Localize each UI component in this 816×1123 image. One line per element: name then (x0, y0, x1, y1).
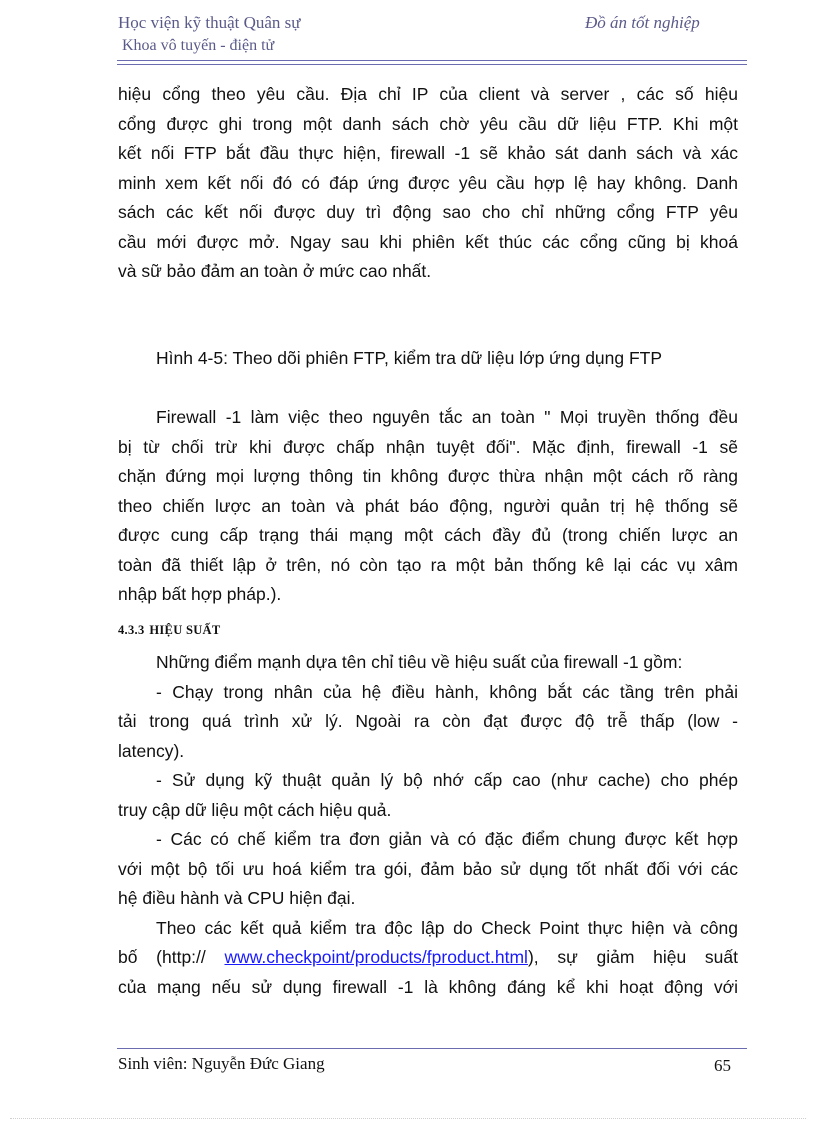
text-line: kết nối FTP bắt đầu thực hiện, firewall -1 sẽ khảo sát danh sách và xác (118, 143, 738, 163)
text-line: hiệu cổng theo yêu cầu. Địa chỉ IP của client và server , các số hiệu (118, 84, 738, 104)
text-line: minh xem kết nối đó có đáp ứng được yêu cầu hợp lệ hay không. Danh (118, 172, 738, 193)
link-prefix: bố (http:// (118, 947, 225, 967)
text-line: - Chạy trong nhân của hệ điều hành, không bắt các tầng trên phải (156, 681, 738, 702)
text-line: cầu mới được mở. Ngay sau khi phiên kết thúc các cổng cũng bị khoá (118, 231, 738, 252)
text-line: Những điểm mạnh dựa tên chỉ tiêu về hiệu suất của firewall -1 gồm: (156, 652, 683, 672)
header-rule-bottom (117, 64, 747, 65)
text-line: truy cập dữ liệu một cách hiệu quả. (118, 799, 392, 820)
header-rule-top (117, 60, 747, 61)
text-line: toàn đã thiết lập ở trên, nó còn tạo ra một bản thống kê lại các vụ xâm (118, 554, 738, 575)
text-line: với một bộ tối ưu hoá kiểm tra gói, đảm bảo sử dụng tốt nhất đối với các (118, 858, 738, 879)
section-heading (118, 618, 738, 642)
text-line: bị từ chối trừ khi được chấp nhận tuyệt đối". Mặc định, firewall -1 sẽ (118, 436, 738, 457)
text-line: tải trong quá trình xử lý. Ngoài ra còn đạt được độ trễ thấp (low - (118, 711, 738, 731)
text-line: - Sử dụng kỹ thuật quản lý bộ nhớ cấp cao (như cache) cho phép (156, 770, 738, 790)
header-institute: Học viện kỹ thuật Quân sự (118, 13, 301, 32)
page-edge-dotted-line (10, 1118, 806, 1119)
text-line: sách các kết nối được duy trì động sao cho chỉ những cổng FTP yêu (118, 202, 738, 222)
text-line: Theo các kết quả kiểm tra độc lập do Check Point thực hiện và công (156, 917, 738, 938)
header-doc-type: Đồ án tốt nghiệp (585, 13, 700, 32)
text-line: cổng được ghi trong một danh sách chờ yêu cầu dữ liệu FTP. Khi một (118, 113, 738, 134)
link-suffix: ), sự giảm hiệu suất (527, 947, 738, 967)
section-number: 4.3.3 (118, 623, 145, 637)
text-line: nhập bất hợp pháp.). (118, 584, 282, 604)
footer-page-number: 65 (714, 1056, 731, 1075)
text-line: latency). (118, 740, 185, 761)
text-line: và sữ bảo đảm an toàn ở mức cao nhất. (118, 261, 432, 281)
text-line: - Các có chế kiểm tra đơn giản và có đặc điểm chung được kết hợp (156, 829, 738, 849)
section-title: HIỆU SUẤT (149, 623, 221, 637)
text-line: chặn đứng mọi lượng thông tin không được thừa nhận một cách rõ ràng (118, 466, 738, 486)
text-line: của mạng nếu sử dụng firewall -1 là không đáng kể khi hoạt động với (118, 976, 738, 997)
footer-student: Sinh viên: Nguyễn Đức Giang (118, 1054, 325, 1073)
text-line: được cung cấp trạng thái mạng một cách đầy đủ (trong chiến lược an (118, 525, 738, 545)
text-line: Firewall -1 làm việc theo nguyên tắc an toàn " Mọi truyền thống đều (156, 407, 738, 427)
text-line: hệ điều hành và CPU hiện đại. (118, 888, 356, 908)
checkpoint-product-link[interactable]: www.checkpoint/products/fproduct.html (224, 947, 528, 967)
text-line: theo chiến lược an toàn và phát báo động, người quản trị hệ thống sẽ (118, 495, 738, 516)
header-faculty: Khoa vô tuyến - điện tử (122, 37, 275, 54)
footer-rule (117, 1048, 747, 1049)
link-text-line (118, 943, 738, 972)
figure-caption: Hình 4-5: Theo dõi phiên FTP, kiểm tra dữ liệu lớp ứng dụng FTP (156, 348, 663, 368)
